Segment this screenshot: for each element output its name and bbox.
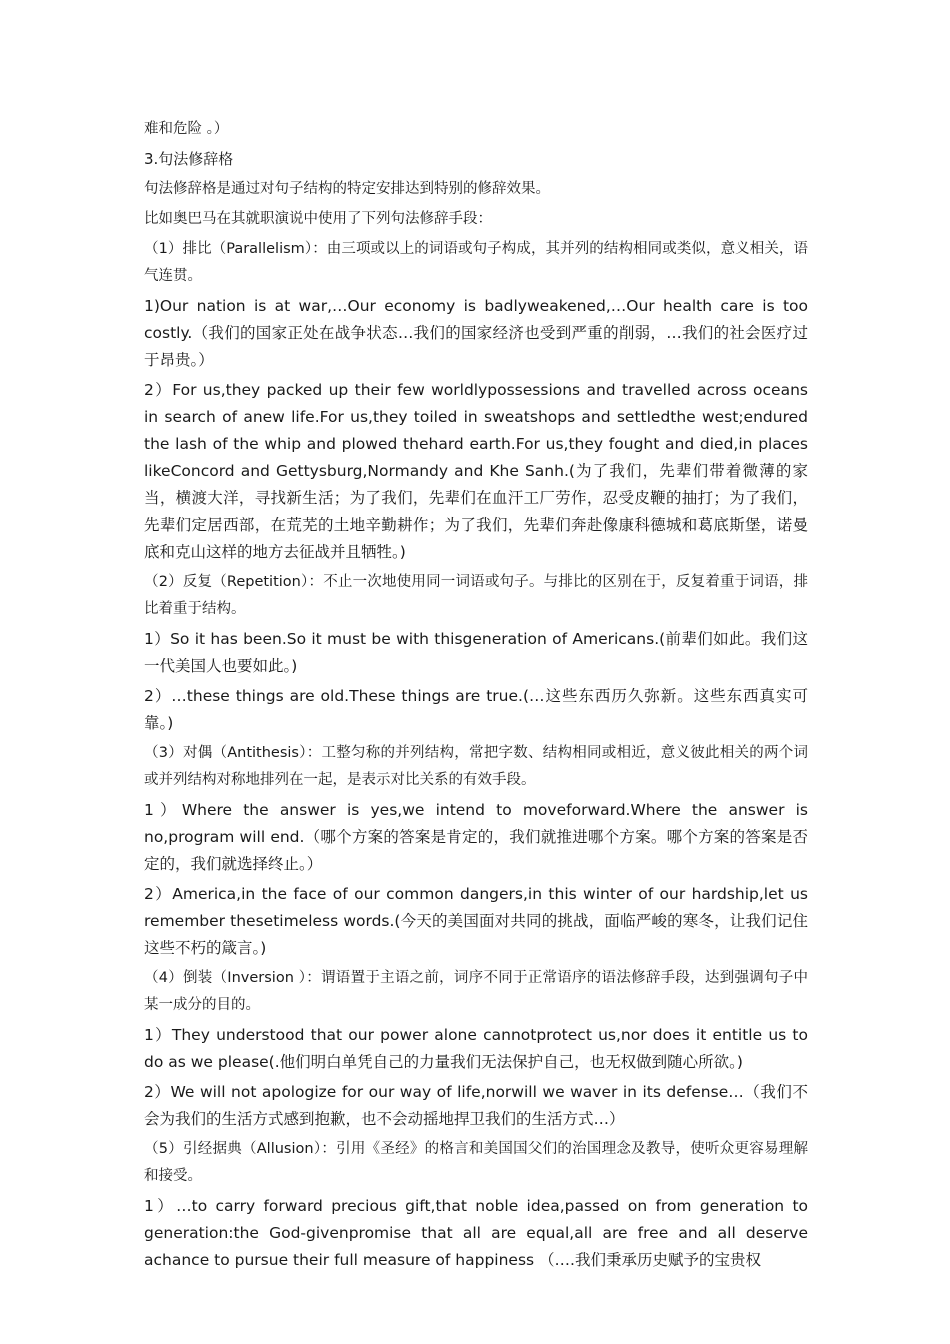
section-heading: 3.句法修辞格 [144, 150, 234, 168]
example-parallelism-1: 1)Our nation is at war,…Our economy is badlyweakened,…Our health care is too costly.（我们的国家正处在战争状态…我们的国家经济也受到严重的削弱，…我们的社会医疗过于昂贵。） [144, 297, 808, 369]
example-parallelism-2: 2）For us,they packed up their few worldlypossessions and travelled across oceans in search of anew life.For us,they toiled in sweatshops and settledthe west;endured the lash of the whip and plowed thehard earth.For us,they fought and died,in places likeConcord and Gettysburg,Normandy and Khe Sanh.(为了我们，先辈们带着微薄的家当，横渡大洋，寻找新生活；为了我们，先辈们在血汗工厂劳作，忍受皮鞭的抽打；为了我们，先辈们定居西部，在荒芜的土地辛勤耕作；为了我们，先辈们奔赴像康科德城和葛底斯堡，诺曼底和克山这样的地方去征战并且牺牲。) [144, 381, 808, 561]
example-repetition-1: 1）So it has been.So it must be with thisgeneration of Americans.(前辈们如此。我们这一代美国人也要如此。) [144, 630, 808, 675]
subheading-inversion: （4）倒装（Inversion ）：谓语置于主语之前，词序不同于正常语序的语法修辞手段，达到强调句子中某一成分的目的。 [144, 970, 808, 1013]
document-body [144, 116, 808, 1277]
example-inversion-2: 2）We will not apologize for our way of life,norwill we waver in its defense…（我们不会为我们的生活方式感到抱歉，也不会动摇地捍卫我们的生活方式…） [144, 1083, 808, 1128]
paragraph-intro: 句法修辞格是通过对句子结构的特定安排达到特别的修辞效果。 [144, 181, 550, 197]
subheading-repetition: （2）反复（Repetition）：不止一次地使用同一词语或句子。与排比的区别在于，反复着重于词语，排比着重于结构。 [144, 574, 808, 617]
subheading-antithesis: （3）对偶（Antithesis）：工整匀称的并列结构，常把字数、结构相同或相近，意义彼此相关的两个词或并列结构对称地排列在一起，是表示对比关系的有效手段。 [144, 745, 808, 788]
example-antithesis-2: 2）America,in the face of our common dangers,in this winter of our hardship,let us remember thesetimeless words.(今天的美国面对共同的挑战，面临严峻的寒冬，让我们记住这些不朽的箴言。) [144, 885, 808, 957]
subheading-parallelism: （1）排比（Parallelism）：由三项或以上的词语或句子构成，其并列的结构相同或类似，意义相关，语气连贯。 [144, 241, 808, 284]
example-repetition-2: 2）…these things are old.These things are true.(…这些东西历久弥新。这些东西真实可靠。) [144, 687, 808, 732]
example-inversion-1: 1）They understood that our power alone cannotprotect us,nor does it entitle us to do as we please(.他们明白单凭自己的力量我们无法保护自己，也无权做到随心所欲。) [144, 1026, 808, 1071]
paragraph-intro-obama: 比如奥巴马在其就职演说中使用了下列句法修辞手段： [144, 211, 492, 227]
example-antithesis-1: 1）Where the answer is yes,we intend to moveforward.Where the answer is no,program will end.（哪个方案的答案是肯定的，我们就推进哪个方案。哪个方案的答案是否定的，我们就选择终止。） [144, 801, 808, 873]
subheading-allusion: （5）引经据典（Allusion）：引用《圣经》的格言和美国国父们的治国理念及教导，使听众更容易理解和接受。 [144, 1141, 808, 1184]
paragraph-continuation: 难和危险 。） [144, 121, 229, 137]
example-allusion-1: 1）…to carry forward precious gift,that noble idea,passed on from generation to generation:the God-givenpromise that all are equal,all are free and all deserve achance to pursue their full measure of happiness （….我们秉承历史赋予的宝贵权 [144, 1197, 808, 1269]
